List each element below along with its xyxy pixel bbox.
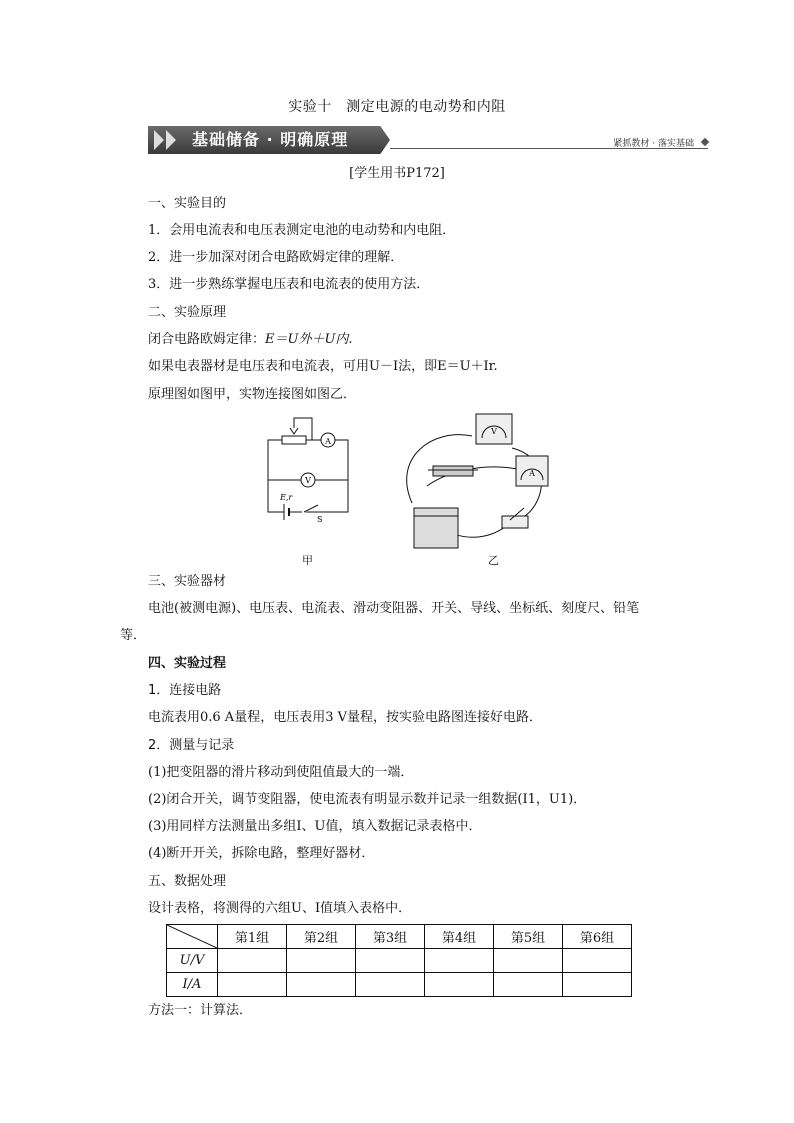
chevron-right-icon: [166, 130, 176, 150]
table-cell: [287, 949, 356, 973]
ammeter-label: A: [325, 437, 331, 446]
subheading: 2．测量与记录: [148, 738, 235, 753]
column-header: 第5组: [494, 925, 563, 949]
subheading: 1．连接电路: [148, 683, 222, 698]
section-heading: 三、实验器材: [148, 574, 227, 589]
data-table: [166, 924, 632, 997]
table-cell: [494, 973, 563, 997]
table-cell: [356, 973, 425, 997]
list-item: 2．进一步加深对闭合电路欧姆定律的理解．: [148, 250, 404, 265]
book-reference: [学生用书P172]: [349, 166, 445, 181]
paragraph: 电流表用0.6 A量程，电压表用3 V量程，按实验电路图连接好电路．: [148, 710, 542, 725]
step-item: (1)把变阻器的滑片移动到使阻值最大的一端．: [148, 765, 414, 780]
switch-label: S: [317, 515, 323, 524]
ammeter-device-label: A: [529, 469, 535, 478]
apparatus-diagram: [407, 414, 548, 548]
table-cell: [563, 973, 632, 997]
table-row: [167, 949, 632, 973]
section-banner: [148, 126, 708, 156]
table-row: [167, 973, 632, 997]
switch-icon: [304, 505, 318, 512]
voltmeter-device-label: V: [491, 427, 497, 436]
method-line: 如果电表器材是电压表和电流表，可用U－I法，即E＝U＋Ir.: [148, 359, 498, 374]
table-cell: [287, 973, 356, 997]
paragraph: 方法一：计算法．: [148, 1003, 253, 1018]
row-header: I/A: [167, 973, 218, 997]
caption-yi: 乙: [488, 554, 499, 567]
row-header: U/V: [167, 949, 218, 973]
banner-title: 基础储备 · 明确原理: [192, 130, 349, 149]
table-cell: [563, 949, 632, 973]
section-heading: 一、实验目的: [148, 196, 227, 211]
section-heading: 二、实验原理: [148, 305, 227, 320]
step-item: (2)闭合开关，调节变阻器，使电流表有明显示数并记录一组数据(I1，U1)．: [148, 792, 587, 807]
battery-device: [414, 508, 458, 548]
banner-subtitle: 紧抓教材 · 落实基础: [613, 139, 694, 149]
rheostat-device: [433, 466, 473, 476]
slider-arrow: [290, 428, 298, 434]
table-cell: [218, 949, 287, 973]
circuit-figures: [262, 408, 552, 568]
column-header: 第2组: [287, 925, 356, 949]
table-cell: [425, 973, 494, 997]
law-line: [148, 331, 353, 349]
equipment-text: 电池(被测电源)、电压表、电流表、滑动变阻器、开关、导线、坐标纸、刻度尺、铅笔: [148, 601, 640, 616]
page-title: 实验十 测定电源的电动势和内阻: [288, 99, 506, 115]
column-header: 第1组: [218, 925, 287, 949]
paragraph: 设计表格，将测得的六组U、I值填入表格中．: [148, 901, 412, 916]
battery-label: E,r: [280, 493, 293, 502]
diamond-icon: [701, 138, 709, 146]
table-cell: [494, 949, 563, 973]
column-header: 第4组: [425, 925, 494, 949]
step-item: (3)用同样方法测量出多组I、U值，填入数据记录表格中．: [148, 819, 482, 834]
schematic-diagram: [268, 418, 348, 520]
section-heading: 五、数据处理: [148, 874, 227, 889]
voltmeter-label: V: [305, 476, 311, 485]
section-heading: 四、实验过程: [148, 656, 227, 671]
step-item: (4)断开开关，拆除电路，整理好器材．: [148, 846, 375, 861]
diagonal-line: [167, 925, 217, 948]
equipment-text-cont: 等．: [120, 628, 147, 643]
table-header-row: [167, 925, 632, 949]
table-cell: [356, 949, 425, 973]
figure-intro: 原理图如图甲，实物连接图如图乙．: [148, 387, 357, 402]
table-cell: [218, 973, 287, 997]
rheostat-icon: [282, 436, 306, 444]
list-item: 3．进一步熟练掌握电压表和电流表的使用方法．: [148, 277, 430, 292]
column-header: 第3组: [356, 925, 425, 949]
law-prefix: 闭合电路欧姆定律：: [148, 332, 266, 347]
chevron-right-icon: [154, 130, 164, 150]
list-item: 1．会用电流表和电压表测定电池的电动势和内电阻．: [148, 223, 456, 238]
switch-device: [502, 516, 528, 528]
corner-cell: [167, 925, 218, 949]
caption-jia: 甲: [302, 554, 313, 567]
law-formula: E＝U外＋U内.: [265, 332, 353, 347]
table-cell: [425, 949, 494, 973]
column-header: 第6组: [563, 925, 632, 949]
